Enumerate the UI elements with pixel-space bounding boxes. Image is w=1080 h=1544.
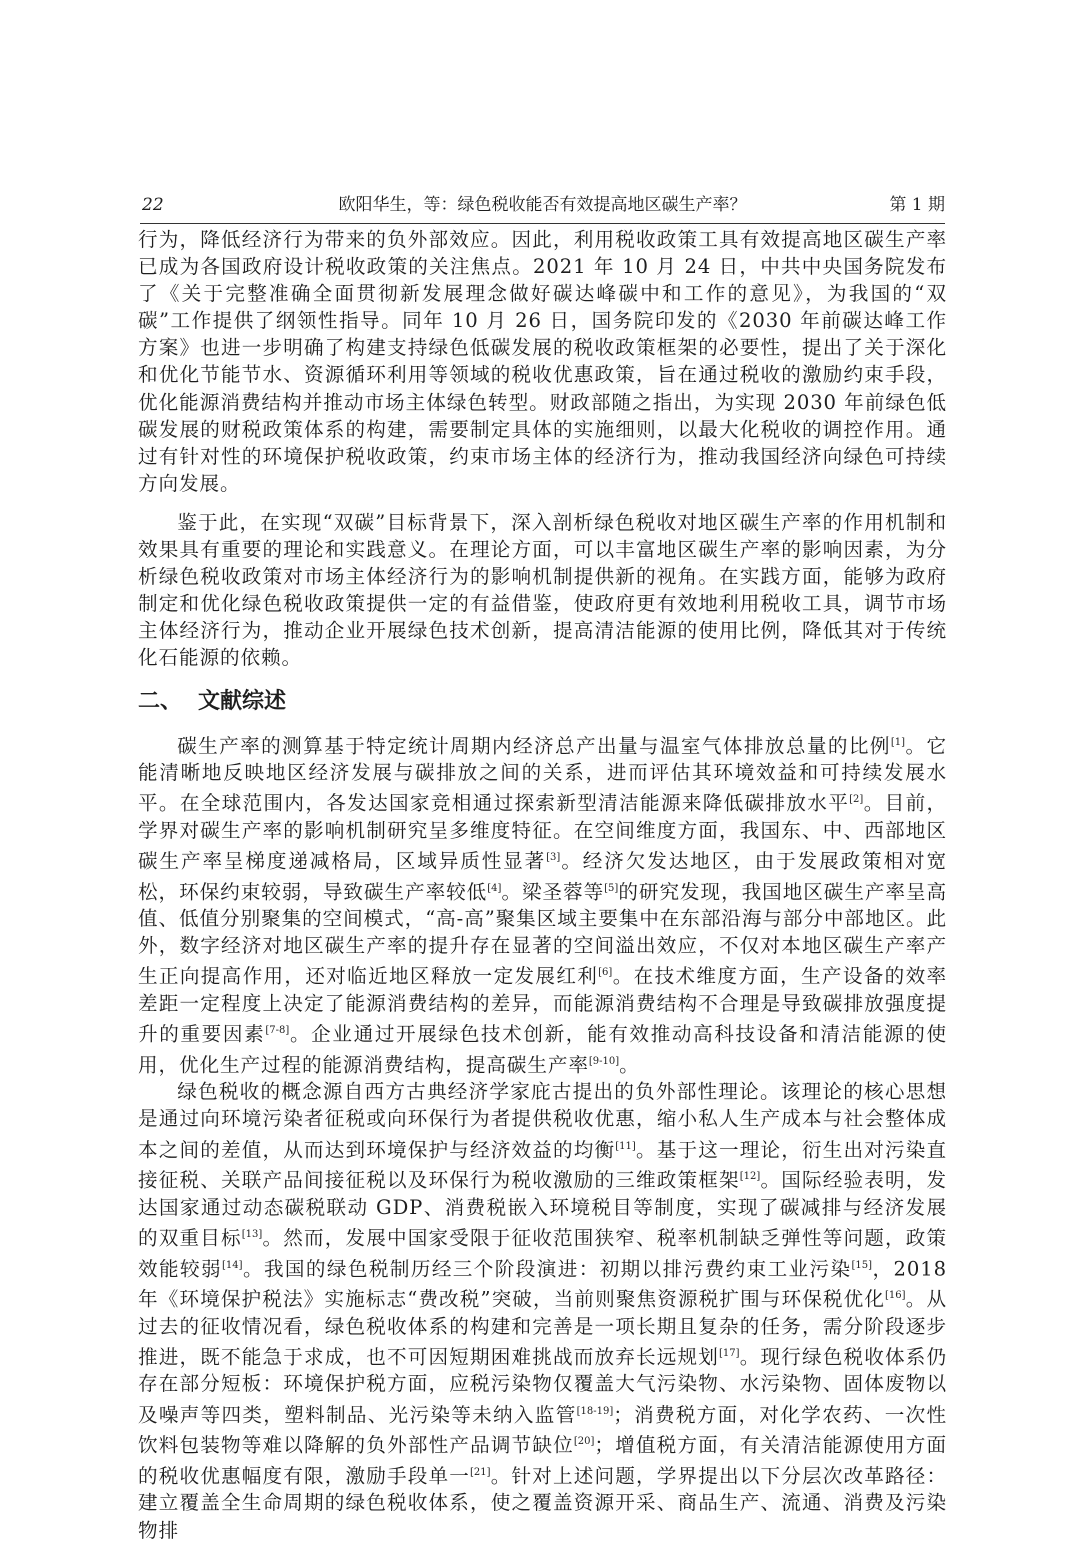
paragraph-text: 。国际经验表明，发达国家通过动态碳税联动 GDP、消费税嵌入环境税目等制度，实现了碳减排与经济发展的双重目标 — [138, 1168, 947, 1250]
paragraph-text: 。企业通过开展绿色技术创新，能有效推动高科技设备和清洁能源的使用，优化生产过程的能源消费结构，提高碳生产率 — [138, 1022, 947, 1077]
paragraph-text: ；增值税方面，有关清洁能源使用方面的税收优惠幅度有限，激励手段单一 — [138, 1433, 947, 1488]
citation: [3] — [546, 851, 561, 863]
citation: [12] — [739, 1171, 761, 1183]
citation: [18-19] — [576, 1405, 614, 1417]
paragraph-text: 的研究发现，我国地区碳生产率呈高值、低值分别聚集的空间模式，“高-高”聚集区域主要集中在东部沿海与部分中部地区。此外，数字经济对地区碳生产率的提升存在显著的空间溢出效应，不仅对本地区碳生产率产生正向提高作用，还对临近地区释放一定发展红利 — [138, 880, 947, 988]
citation: [20] — [573, 1436, 595, 1448]
paragraph-text: 。现行绿色税收体系仍存在部分短板：环境保护税方面，应税污染物仅覆盖大气污染物、水污染物、固体废物以及噪声等四类，塑料制品、光污染等未纳入监管 — [138, 1345, 948, 1427]
section-number: 二、 — [138, 689, 183, 714]
running-title: 欧阳华生，等：绿色税收能否有效提高地区碳生产率？ — [338, 195, 747, 215]
paragraph-text: 。针对上述问题，学界提出以下分层次改革路径：建立覆盖全生命周期的绿色税收体系，使之覆盖资源开采、商品生产、流通、消费及污染物排 — [138, 1464, 947, 1542]
paragraph-text: 。基于这一理论，衍生出对污染直接征税、关联产品间接征税以及环保行为税收激励的三维政策框架 — [138, 1138, 948, 1192]
citation: [5] — [604, 882, 619, 894]
paragraph-text: 。目前，学界对碳生产率的影响机制研究呈多维度特征。在空间维度方面，我国东、中、西部地区碳生产率呈梯度递减格局，区域异质性显著 — [138, 791, 947, 873]
body-paragraph: 鉴于此，在实现“双碳”目标背景下，深入剖析绿色税收对地区碳生产率的作用机制和效果具有重要的理论和实践意义。在理论方面，可以丰富地区碳生产率的影响因素，为分析绿色税收政策对市场主体经济行为的影响机制提供新的视角。在实践方面，能够为政府制定和优化绿色税收政策提供一定的有益借鉴，使政府更有效地利用税收工具，调节市场主体经济行为，推动企业开展绿色技术创新，提高清洁能源的使用比例，降低其对于传统化石能源的依赖。 — [138, 510, 947, 670]
paragraph-text: 。然而，发展中国家受限于征收范围狭窄、税率机制缺乏弹性等问题，政策效能较弱 — [138, 1226, 948, 1281]
citation: [7-8] — [265, 1025, 290, 1037]
paragraph-text: 。在技术维度方面，生产设备的效率差距一定程度上决定了能源消费结构的差异，而能源消费结构不合理是导致碳排放强度提升的重要因素 — [138, 964, 947, 1046]
paragraph-text: ，2018 年《环境保护税法》实施标志“费改税”突破，当前则聚焦资源税扩围与环保税优化 — [138, 1257, 947, 1311]
citation: [4] — [487, 882, 502, 894]
citation: [16] — [885, 1290, 906, 1302]
citation: [6] — [598, 967, 613, 979]
issue-number: 第 1 期 — [889, 195, 945, 215]
citation: [2] — [849, 794, 864, 806]
header-rule — [140, 223, 945, 224]
paragraph-text: 。梁圣蓉等 — [501, 880, 605, 904]
page-number: 22 — [142, 195, 164, 215]
citation: [9-10] — [588, 1055, 620, 1067]
paragraph-text: 。我国的绿色税制历经三个阶段演进：初期以排污费约束工业污染 — [242, 1257, 852, 1281]
citation: [11] — [615, 1140, 636, 1152]
paragraph-text: 绿色税收的概念源自西方古典经济学家庇古提出的负外部性理论。该理论的核心思想是通过向环境污染者征税或向环保行为者提供税收优惠，缩小私人生产成本与社会整体成本之间的差值，从而达到环境保护与经济效益的均衡 — [138, 1080, 947, 1162]
citation: [1] — [890, 736, 905, 748]
paragraph-spacing — [138, 497, 947, 509]
citation: [21] — [469, 1466, 491, 1478]
paragraph-text: 。从过去的征收情况看，绿色税收体系的构建和完善是一项长期且复杂的任务，需分阶段逐步推进，既不能急于求成，也不可因短期困难挑战而放弃长远规划 — [138, 1287, 947, 1369]
paragraph-text: 。它能清晰地反映地区经济发展与碳排放之间的关系，进而评估其环境效益和可持续发展水平。在全球范围内，各发达国家竞相通过探索新型清洁能源来降低碳排放水平 — [138, 734, 947, 815]
citation: [14] — [221, 1259, 243, 1271]
article-body — [138, 226, 947, 1544]
citation: [17] — [718, 1347, 740, 1359]
paragraph-text: 。经济欠发达地区，由于发展政策相对宽松，环保约束较弱，导致碳生产率较低 — [138, 849, 947, 904]
body-paragraph: 行为，降低经济行为带来的负外部效应。因此，利用税收政策工具有效提高地区碳生产率已成为各国政府设计税收政策的关注焦点。2021 年 10 月 24 日，中共中央国务院发布了《关于完整准确全面贯彻新发展理念做好碳达峰碳中和工作的意见》，为我国的“双碳”工作提供了纲领性指导。同年 10 月 26 日，国务院印发的《2030 年前碳达峰工作方案》也进一步明确了构建支持绿色低碳发展的税收政策框架的必要性，提出了关于深化和优化节能节水、资源循环利用等领域的税收优惠政策，旨在通过税收的激励约束手段，优化能源消费结构并推动市场主体绿色转型。财政部随之指出，为实现 2030 年前绿色低碳发展的财税政策体系的构建，需要制定具体的实施细则，以最大化税收的调控作用。通过有针对性的环境保护税收政策，约束市场主体的经济行为，推动我国经济向绿色可持续方向发展。 — [138, 228, 947, 495]
paragraph-text: 。 — [619, 1053, 640, 1077]
citation: [13] — [241, 1228, 263, 1240]
running-header — [140, 190, 945, 220]
section-heading — [138, 676, 947, 724]
section-title: 文献综述 — [198, 689, 287, 714]
body-paragraph — [138, 729, 947, 1079]
body-paragraph — [138, 1078, 947, 1543]
paragraph-text: ；消费税方面，对化学农药、一次性饮料包装物等难以降解的负外部性产品调节缺位 — [138, 1403, 947, 1457]
paragraph-text: 碳生产率的测算基于特定统计周期内经济总产出量与温室气体排放总量的比例 — [177, 734, 891, 758]
citation: [15] — [851, 1259, 873, 1271]
